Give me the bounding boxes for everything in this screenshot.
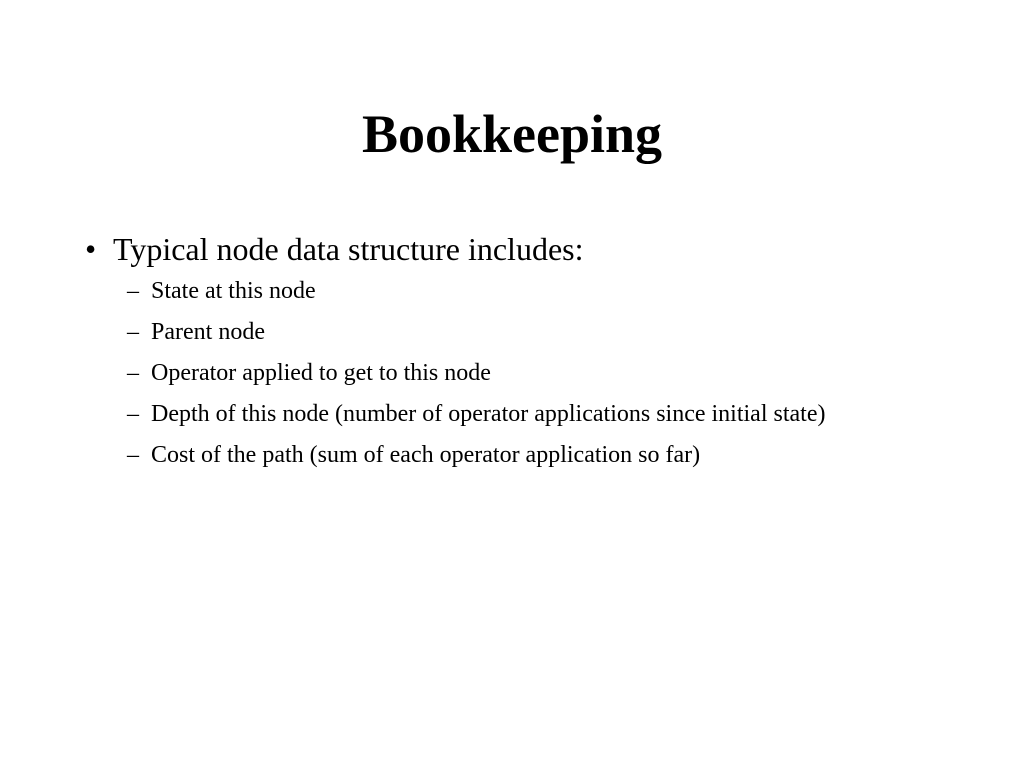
sub-item-operator bbox=[127, 356, 905, 390]
sub-item-text: Depth of this node (number of operator applications since initial state) bbox=[151, 401, 826, 427]
bullet-text: Typical node data structure includes: bbox=[113, 231, 584, 267]
sub-item-cost bbox=[127, 438, 905, 472]
sub-item-state bbox=[127, 274, 905, 308]
sub-marker: – bbox=[127, 278, 139, 304]
sub-list bbox=[127, 274, 905, 472]
sub-marker: – bbox=[127, 360, 139, 386]
sub-item-text: Parent node bbox=[151, 319, 265, 345]
sub-item-text: State at this node bbox=[151, 278, 316, 304]
slide-content bbox=[85, 228, 905, 479]
sub-item-depth bbox=[127, 397, 905, 431]
slide-title: Bookkeeping bbox=[361, 104, 663, 164]
bullet-item bbox=[85, 228, 905, 270]
sub-marker: – bbox=[127, 442, 139, 468]
sub-item-parent bbox=[127, 315, 905, 349]
sub-marker: – bbox=[127, 319, 139, 345]
sub-marker: – bbox=[127, 401, 139, 427]
bullet-marker: • bbox=[85, 231, 97, 267]
sub-item-text: Operator applied to get to this node bbox=[151, 360, 491, 386]
sub-item-text: Cost of the path (sum of each operator application so far) bbox=[151, 442, 701, 468]
